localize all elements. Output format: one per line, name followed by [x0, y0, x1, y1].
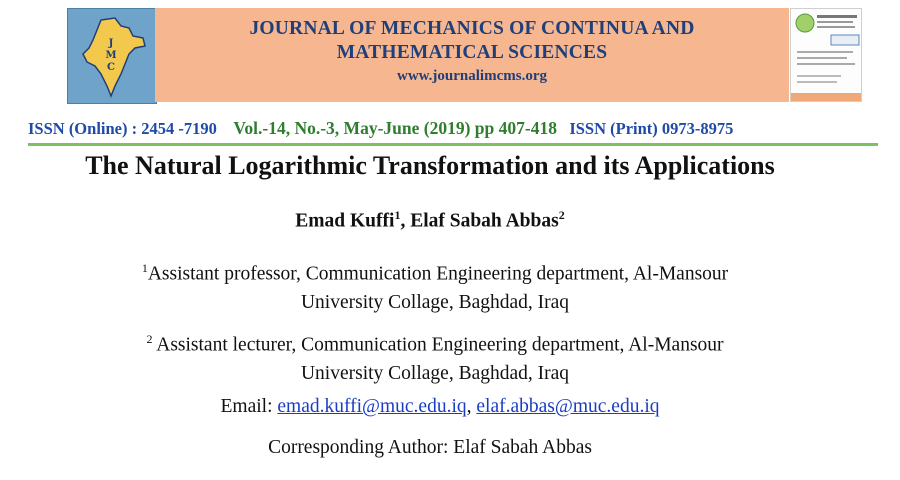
affiliation-text: Assistant lecturer, Communication Engineering department, Al-Mansour	[152, 334, 724, 356]
svg-text:M: M	[105, 50, 117, 61]
svg-text:C: C	[107, 62, 115, 73]
svg-text:J: J	[108, 38, 114, 49]
affiliation-text: University Collage, Baghdad, Iraq	[300, 291, 570, 313]
author-name: Emad Kuffi	[295, 210, 395, 232]
journal-title-line1: JOURNAL OF MECHANICS OF CONTINUA AND	[249, 18, 695, 39]
paper-title: The Natural Logarithmic Transformation and its Applications	[85, 151, 775, 180]
journal-title-line2: MATHEMATICAL SCIENCES	[336, 42, 608, 63]
email-link[interactable]: emad.kuffi@muc.edu.iq	[277, 396, 467, 417]
affiliation-marker: 1	[141, 261, 148, 275]
affiliation-text: University Collage, Baghdad, Iraq	[300, 362, 570, 384]
affiliation-2	[30, 325, 840, 388]
affiliation-1	[30, 254, 840, 317]
email-line	[0, 396, 880, 418]
journal-banner	[155, 8, 789, 102]
author-affiliation-marker: 2	[558, 208, 565, 222]
issn-online: ISSN (Online) : 2454 -7190	[28, 119, 217, 138]
corresponding-author: Corresponding Author: Elaf Sabah Abbas	[268, 437, 592, 458]
author-affiliation-marker: 1	[394, 208, 401, 222]
journal-header	[67, 8, 862, 104]
header-divider	[28, 143, 878, 146]
india-map-logo-icon	[67, 8, 157, 104]
volume-info: Vol.-14, No.-3, May-June (2019) pp 407-418	[233, 118, 557, 138]
affiliation-marker: 2	[146, 332, 153, 346]
email-separator: ,	[466, 396, 477, 417]
email-label: Email:	[220, 396, 278, 417]
journal-cover-thumbnail-icon	[790, 8, 862, 102]
affiliation-text: Assistant professor, Communication Engineering department, Al-Mansour	[147, 263, 729, 285]
author-list	[0, 208, 860, 233]
issn-print: ISSN (Print) 0973-8975	[569, 119, 734, 138]
issn-volume-line	[28, 118, 878, 139]
author-separator: ,	[400, 210, 411, 232]
author-name: Elaf Sabah Abbas	[410, 210, 559, 232]
journal-website[interactable]: www.journalimcms.org	[397, 68, 547, 84]
email-link[interactable]: elaf.abbas@muc.edu.iq	[476, 396, 660, 417]
